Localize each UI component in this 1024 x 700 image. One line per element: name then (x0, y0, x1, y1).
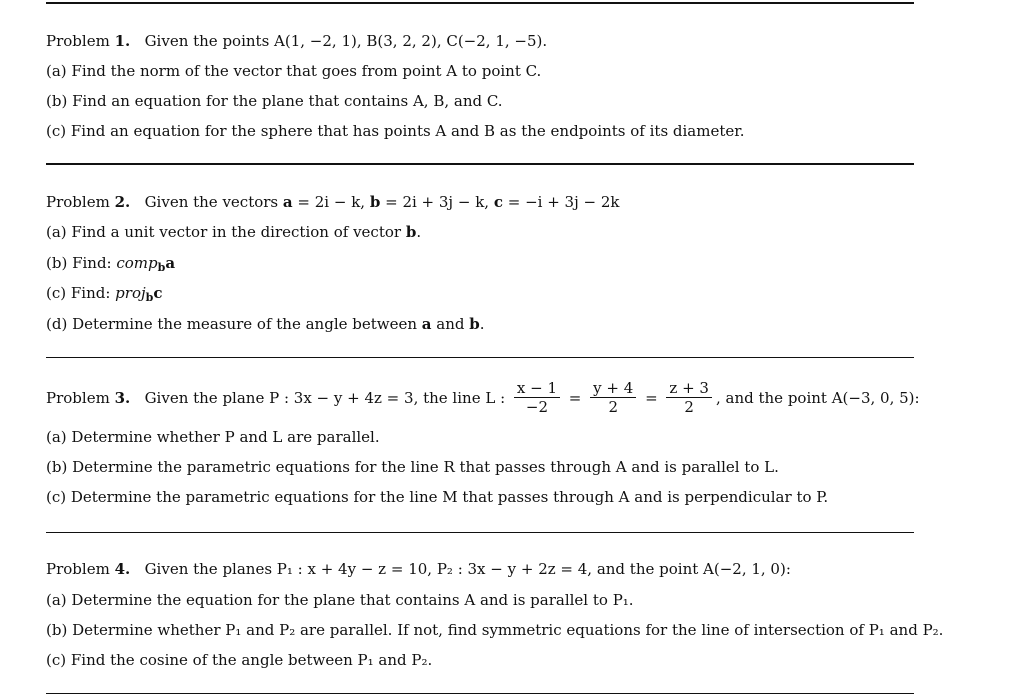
problem-label: Problem (46, 560, 110, 578)
comp-operator: comp (116, 254, 158, 272)
problem-3-statement-pre: Given the plane P : 3x − y + 4z = 3, the line L : (144, 389, 506, 407)
problem-2-part-b (46, 254, 175, 277)
equals-2: = (645, 389, 658, 407)
top-rule (46, 2, 914, 4)
problem-3-part-b: (b) Determine the parametric equations for the line R that passes through A and is parallel to L. (46, 458, 779, 476)
vector-c: c (493, 193, 503, 211)
problem-4-part-b: (b) Determine whether P₁ and P₂ are parallel. If not, find symmetric equations for the line of intersection of P₁ and P₂. (46, 621, 944, 639)
problem-label: Problem (46, 32, 110, 50)
vector-b: b (369, 193, 381, 211)
proj-vector: c (153, 284, 163, 302)
part-c-text: (c) Find: (46, 284, 116, 302)
problem-3-statement-post: , and the point A(−3, 0, 5): (715, 389, 920, 407)
part-d-vector-2: b (469, 315, 480, 333)
divider-3 (46, 532, 914, 533)
problem-2-statement-pre: Given the vectors (144, 193, 279, 211)
vector-a-def: = 2i − k, (292, 193, 370, 211)
divider-1 (46, 163, 914, 165)
fraction-z (666, 380, 712, 415)
part-b-text: (b) Find: (46, 254, 117, 272)
problem-4-heading (46, 560, 791, 578)
problem-3-part-a: (a) Determine whether P and L are parallel. (46, 428, 380, 446)
problem-2-heading (46, 193, 619, 211)
problem-2-part-a (46, 223, 421, 241)
fraction-x (514, 380, 560, 415)
part-a-text: (a) Find a unit vector in the direction of vector (46, 223, 406, 241)
part-d-end: . (479, 315, 485, 333)
fraction-z-denominator: 2 (684, 397, 694, 416)
proj-subscript: b (145, 291, 154, 304)
equals-1: = (568, 389, 582, 407)
vector-a: a (282, 193, 293, 211)
problem-4-part-a: (a) Determine the equation for the plane that contains A and is parallel to P₁. (46, 591, 634, 609)
problem-number: 2. (114, 193, 131, 211)
fraction-y-numerator: y + 4 (590, 380, 636, 398)
part-a-end: . (416, 223, 422, 241)
part-d-mid: and (431, 315, 470, 333)
problem-number: 1. (114, 32, 131, 50)
problem-1-part-c: (c) Find an equation for the sphere that has points A and B as the endpoints of its diameter. (46, 122, 745, 140)
comp-vector: a (165, 254, 176, 272)
part-d-vector-1: a (421, 315, 432, 333)
part-a-vector: b (405, 223, 417, 241)
problem-1-statement: Given the points A(1, −2, 1), B(3, 2, 2), C(−2, 1, −5). (144, 32, 548, 50)
problem-1-part-b: (b) Find an equation for the plane that contains A, B, and C. (46, 92, 503, 110)
fraction-y (590, 380, 636, 415)
problem-label: Problem (46, 389, 110, 407)
problem-4-part-c: (c) Find the cosine of the angle between P₁ and P₂. (46, 651, 433, 669)
vector-c-def: = −i + 3j − 2k (502, 193, 620, 211)
vector-b-def: = 2i + 3j − k, (380, 193, 494, 211)
problem-label: Problem (46, 193, 110, 211)
fraction-y-denominator: 2 (608, 397, 618, 416)
bottom-rule (46, 693, 914, 694)
problem-1-heading (46, 32, 547, 50)
problem-3-heading (46, 380, 920, 417)
divider-2 (46, 357, 914, 358)
problem-2-part-d (46, 315, 485, 333)
part-d-text: (d) Determine the measure of the angle between (46, 315, 422, 333)
problem-2-part-c (46, 284, 162, 307)
problem-3-part-c: (c) Determine the parametric equations for the line M that passes through A and is perpendicular to P. (46, 488, 829, 506)
problem-1-part-a: (a) Find the norm of the vector that goes from point A to point C. (46, 62, 542, 80)
problem-number: 4. (114, 560, 131, 578)
fraction-x-numerator: x − 1 (514, 380, 560, 398)
comp-subscript: b (157, 261, 166, 274)
fraction-z-numerator: z + 3 (666, 380, 712, 398)
fraction-x-denominator: −2 (525, 397, 549, 416)
problem-4-statement: Given the planes P₁ : x + 4y − z = 10, P₂ : 3x − y + 2z = 4, and the point A(−2, 1, 0): (144, 560, 791, 578)
problem-number: 3. (114, 389, 131, 407)
proj-operator: proj (115, 284, 146, 302)
